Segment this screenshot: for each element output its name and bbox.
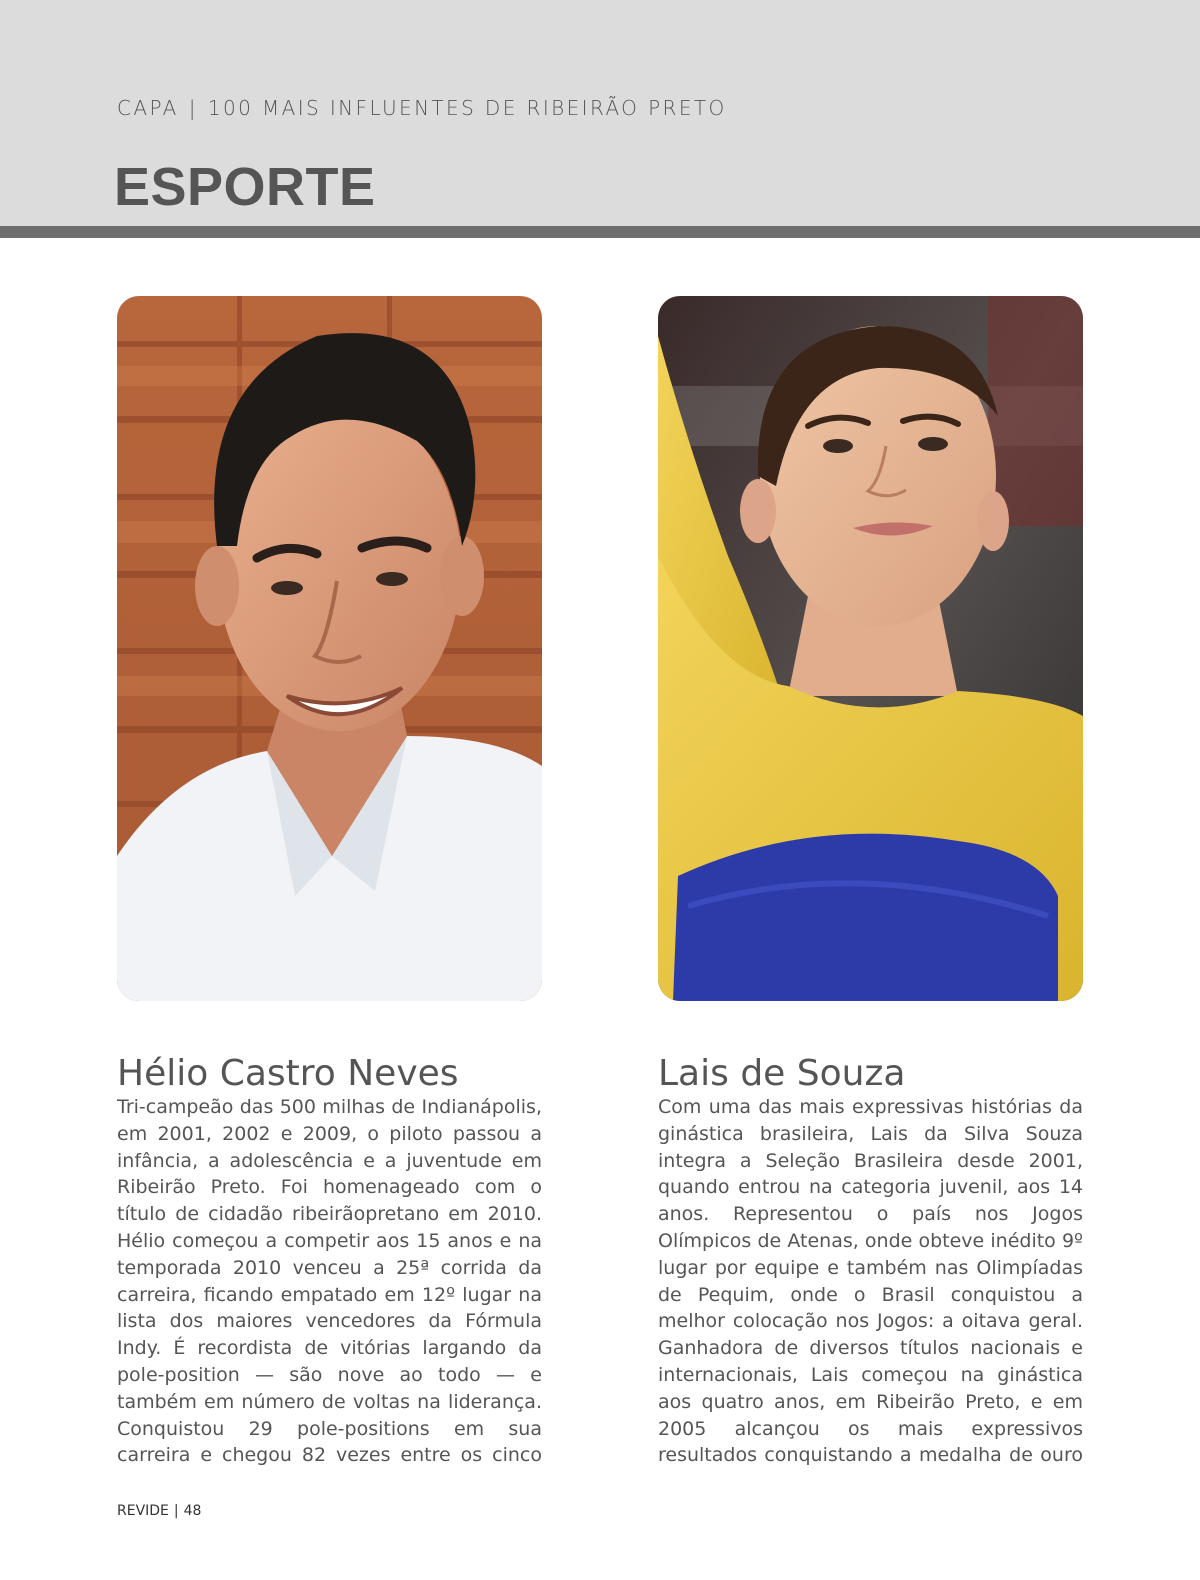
profile-bio: Tri-campeão das 500 milhas de Indianápolis, em 2001, 2002 e 2009, o piloto passou a infância, a adolescência e a juventude em Ribeirão Preto. Foi homenageado com o título de cidadão ribeirãopretano em 2010. Hélio começou a competir aos 15 anos e na temporada 2010 venceu a 25ª corrida da carreira, ficando empatado em 12º lugar na lista dos maiores vencedores da Fórmula Indy. É recordista de vitórias largando da pole-position — são nove ao todo — e também em número de voltas na liderança. Conquistou 29 pole-positions em sua carreira e chegou 82 vezes entre os cinco xyxy=(117,1096,542,1466)
photo-lais xyxy=(658,296,1083,1001)
portrait-man-image xyxy=(117,296,542,1001)
header-rule xyxy=(0,226,1200,238)
section-label: CAPA xyxy=(117,96,179,120)
photo-helio xyxy=(117,296,542,1001)
page-footer xyxy=(117,1503,201,1519)
portrait-gymnast-image xyxy=(658,296,1083,1001)
page-title: ESPORTE xyxy=(114,157,376,217)
magazine-name: REVIDE xyxy=(117,1503,169,1519)
page-number: 48 xyxy=(183,1503,202,1519)
feature-label: 100 MAIS INFLUENTES DE RIBEIRÃO PRETO xyxy=(207,96,727,120)
footer-separator: | xyxy=(173,1503,179,1519)
profile-name: Lais de Souza xyxy=(658,1053,906,1094)
kicker xyxy=(117,96,727,120)
profile-name: Hélio Castro Neves xyxy=(117,1053,459,1094)
kicker-separator: | xyxy=(188,96,198,120)
profile-bio: Com uma das mais expressivas histórias da ginástica brasileira, Lais da Silva Souza integra a Seleção Brasileira desde 2001, quando entrou na categoria juvenil, aos 14 anos. Representou o país nos Jogos Olímpicos de Atenas, onde obteve inédito 9º lugar por equipe e também nas Olimpíadas de Pequim, onde o Brasil conquistou a melhor colocação nos Jogos: a oitava geral. Ganhadora de diversos títulos nacionais e internacionais, Lais começou na ginástica aos quatro anos, em Ribeirão Preto, e em 2005 alcançou os mais expressivos resultados conquistando a medalha de ouro xyxy=(658,1096,1083,1466)
